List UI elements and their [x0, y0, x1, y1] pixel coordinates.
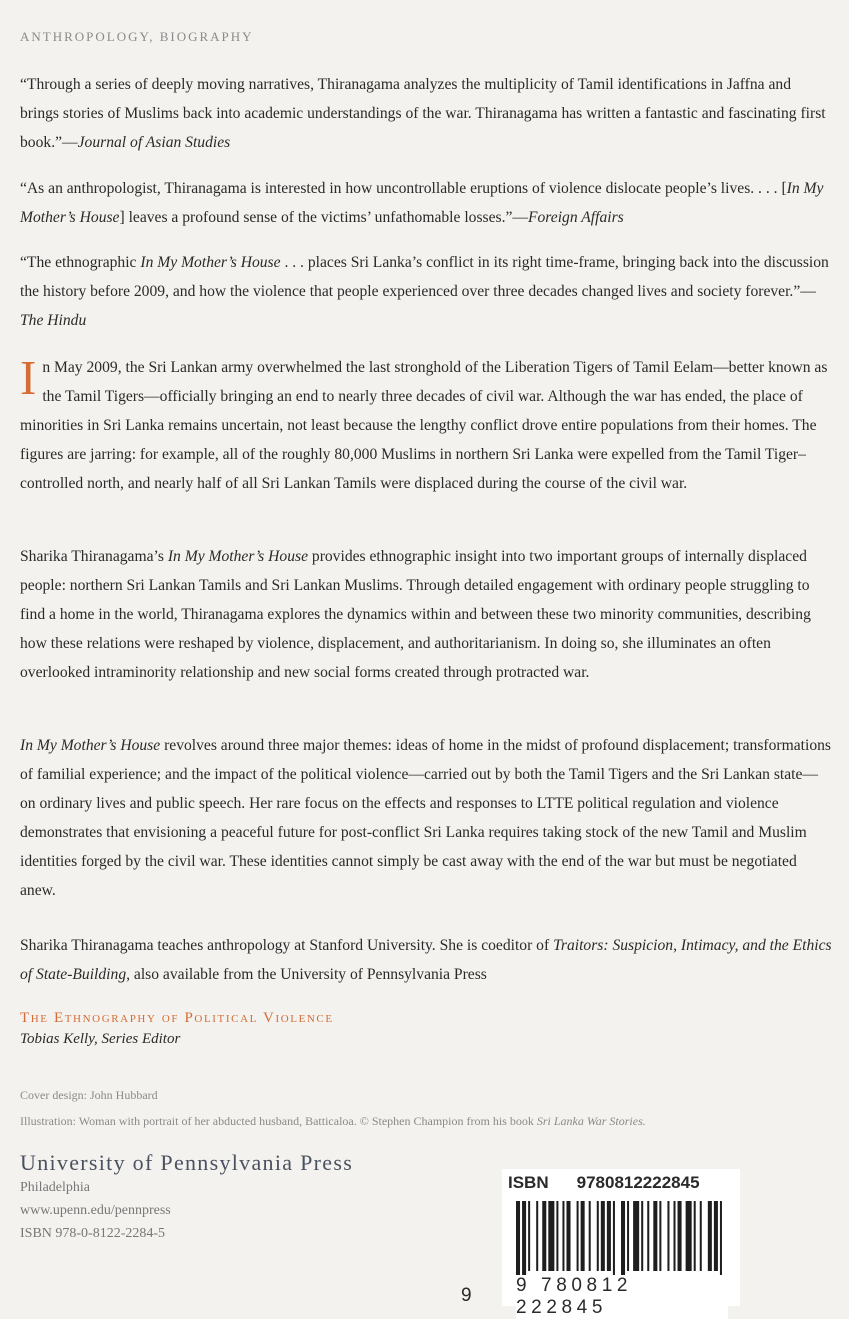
barcode-bar [708, 1201, 712, 1271]
barcode-bar [700, 1201, 702, 1271]
quote-source: Foreign Affairs [527, 209, 624, 226]
book-title: In My Mother’s House [20, 180, 824, 226]
barcode-digits: 9 780812 222845 [516, 1275, 728, 1319]
barcode-bar [633, 1201, 639, 1271]
isbn-header [502, 1173, 740, 1193]
barcode-bar [678, 1201, 682, 1271]
barcode-bar [516, 1201, 520, 1277]
barcode-bar [607, 1201, 611, 1271]
barcode-bar [714, 1201, 718, 1271]
barcode-bar [528, 1201, 530, 1271]
barcode-icon [516, 1201, 726, 1277]
barcode-bar [694, 1201, 696, 1271]
book-title: In My Mother’s House [140, 254, 281, 271]
barcode-bar [674, 1201, 676, 1271]
series-info [20, 1010, 334, 1048]
barcode-bar [542, 1201, 546, 1271]
quote-source: Journal of Asian Studies [77, 134, 231, 151]
publisher-isbn: ISBN 978-0-8122-2284-5 [20, 1226, 166, 1241]
barcode-bar [556, 1201, 558, 1271]
barcode-bar [659, 1201, 661, 1271]
isbn-barcode-box [502, 1169, 740, 1318]
category-label: ANTHROPOLOGY, BIOGRAPHY [20, 29, 254, 44]
review-quote-2: “As an anthropologist, Thiranagama is interested in how uncontrollable eruptions of violence dislocate people’s lives. . . . [In My Mother’s House] leaves a profound sense of the victims’ unfathomable losses.”—Foreign Affairs [20, 180, 824, 226]
barcode-bar [566, 1201, 570, 1271]
barcode-bar [653, 1201, 657, 1271]
description-paragraph-3: In My Mother’s House revolves around three major themes: ideas of home in the midst of profound displacement; transformations of familial experience; and the impact of the political violence—carried out by both the Tamil Tigers and the Sri Lankan state—on ordinary lives and public speech. Her rare focus on the effects and responses to LTTE political regulation and violence demonstrates that envisioning a peaceful future for post-conflict Sri Lanka requires taking stock of the new Tamil and Muslim identities forged by the civil war. These identities cannot simply be cast away with the end of the war but must be negotiated anew. [20, 737, 831, 899]
description-paragraph-2: Sharika Thiranagama’s In My Mother’s House provides ethnographic insight into two important groups of internally displaced people: northern Sri Lankan Tamils and Sri Lankan Muslims. Through detailed engagement with ordinary people struggling to find a home in the world, Thiranagama explores the dynamics within and between these two minority communities, describing how these relations were reshaped by violence, displacement, and authoritarianism. In doing so, she illuminates an often overlooked intraminority relationship and new social forms created through protracted war. [20, 548, 811, 681]
barcode-bar [577, 1201, 579, 1271]
publisher-name: University of Pennsylvania Press [20, 1150, 354, 1175]
barcode-bar [647, 1201, 649, 1271]
quote-source: The Hindu [20, 312, 87, 329]
drop-cap: I [20, 350, 37, 405]
barcode-bar [667, 1201, 669, 1271]
book-title: In My Mother’s House [20, 737, 161, 754]
description-paragraph-1: In May 2009, the Sri Lankan army overwhelmed the last stronghold of the Liberation Tigers of Tamil Eelam—better known as the Tamil Tigers—officially bringing an end to nearly three decades of civil war. Although the war has ended, the place of minorities in Sri Lanka remains uncertain, not least because the lengthy conflict drove entire populations from their homes. The figures are jarring: for example, all of the roughly 80,000 Muslims in northern Sri Lanka were expelled from the Tamil Tiger–controlled north, and nearly half of all Sri Lankan Tamils were displaced during the course of the civil war. [20, 350, 828, 492]
isbn-label: ISBN [508, 1173, 549, 1192]
barcode-bar [601, 1201, 605, 1271]
review-quote-1: “Through a series of deeply moving narratives, Thiranagama analyzes the multiplicity of Tamil identifications in Jaffna and brings stories of Muslims back into academic understandings of the war. Thiranagama has written a fantastic and fascinating first book.”—Journal of Asian Studies [20, 76, 826, 151]
barcode-bar [613, 1201, 615, 1277]
barcode-bar [720, 1201, 722, 1277]
barcode-bar [548, 1201, 554, 1271]
isbn-number: 9780812222845 [576, 1173, 700, 1192]
barcode-bar [562, 1201, 564, 1271]
publisher-block [20, 1150, 353, 1245]
book-title: Traitors: Suspicion, Intimacy, and the Ethics of State-Building, [20, 937, 832, 983]
barcode-bar [581, 1201, 585, 1271]
barcode-bar [621, 1201, 625, 1277]
barcode-bar [589, 1201, 591, 1271]
illustration-credit: Illustration: Woman with portrait of her abducted husband, Batticaloa. © Stephen Champion from his book Sri Lanka War Stories. [20, 1114, 646, 1128]
author-bio: Sharika Thiranagama teaches anthropology at Stanford University. She is coeditor of Traitors: Suspicion, Intimacy, and the Ethics of State-Building, also available from the University of Pennsylvania Press [20, 937, 832, 983]
barcode-bar [641, 1201, 643, 1271]
barcode-bar [597, 1201, 599, 1271]
barcode-bar [627, 1201, 629, 1271]
publisher-city: Philadelphia [20, 1180, 90, 1195]
review-quote-3: “The ethnographic In My Mother’s House . . . places Sri Lanka’s conflict in its right time-frame, bringing back into the discussion the history before 2009, and how the violence that people experienced over three decades changed lives and society forever.”—The Hindu [20, 254, 829, 329]
barcode-guide-digit: 9 [461, 1285, 472, 1306]
book-title: In My Mother’s House [167, 548, 308, 565]
series-editor: Tobias Kelly, Series Editor [20, 1031, 181, 1047]
barcode-bar [522, 1201, 526, 1277]
series-name: The Ethnography of Political Violence [20, 1010, 334, 1026]
cover-design-credit: Cover design: John Hubbard [20, 1088, 158, 1102]
barcode-bar [686, 1201, 692, 1271]
publisher-url: www.upenn.edu/pennpress [20, 1203, 171, 1218]
cover-credits [20, 1082, 646, 1134]
barcode-bar [536, 1201, 538, 1271]
